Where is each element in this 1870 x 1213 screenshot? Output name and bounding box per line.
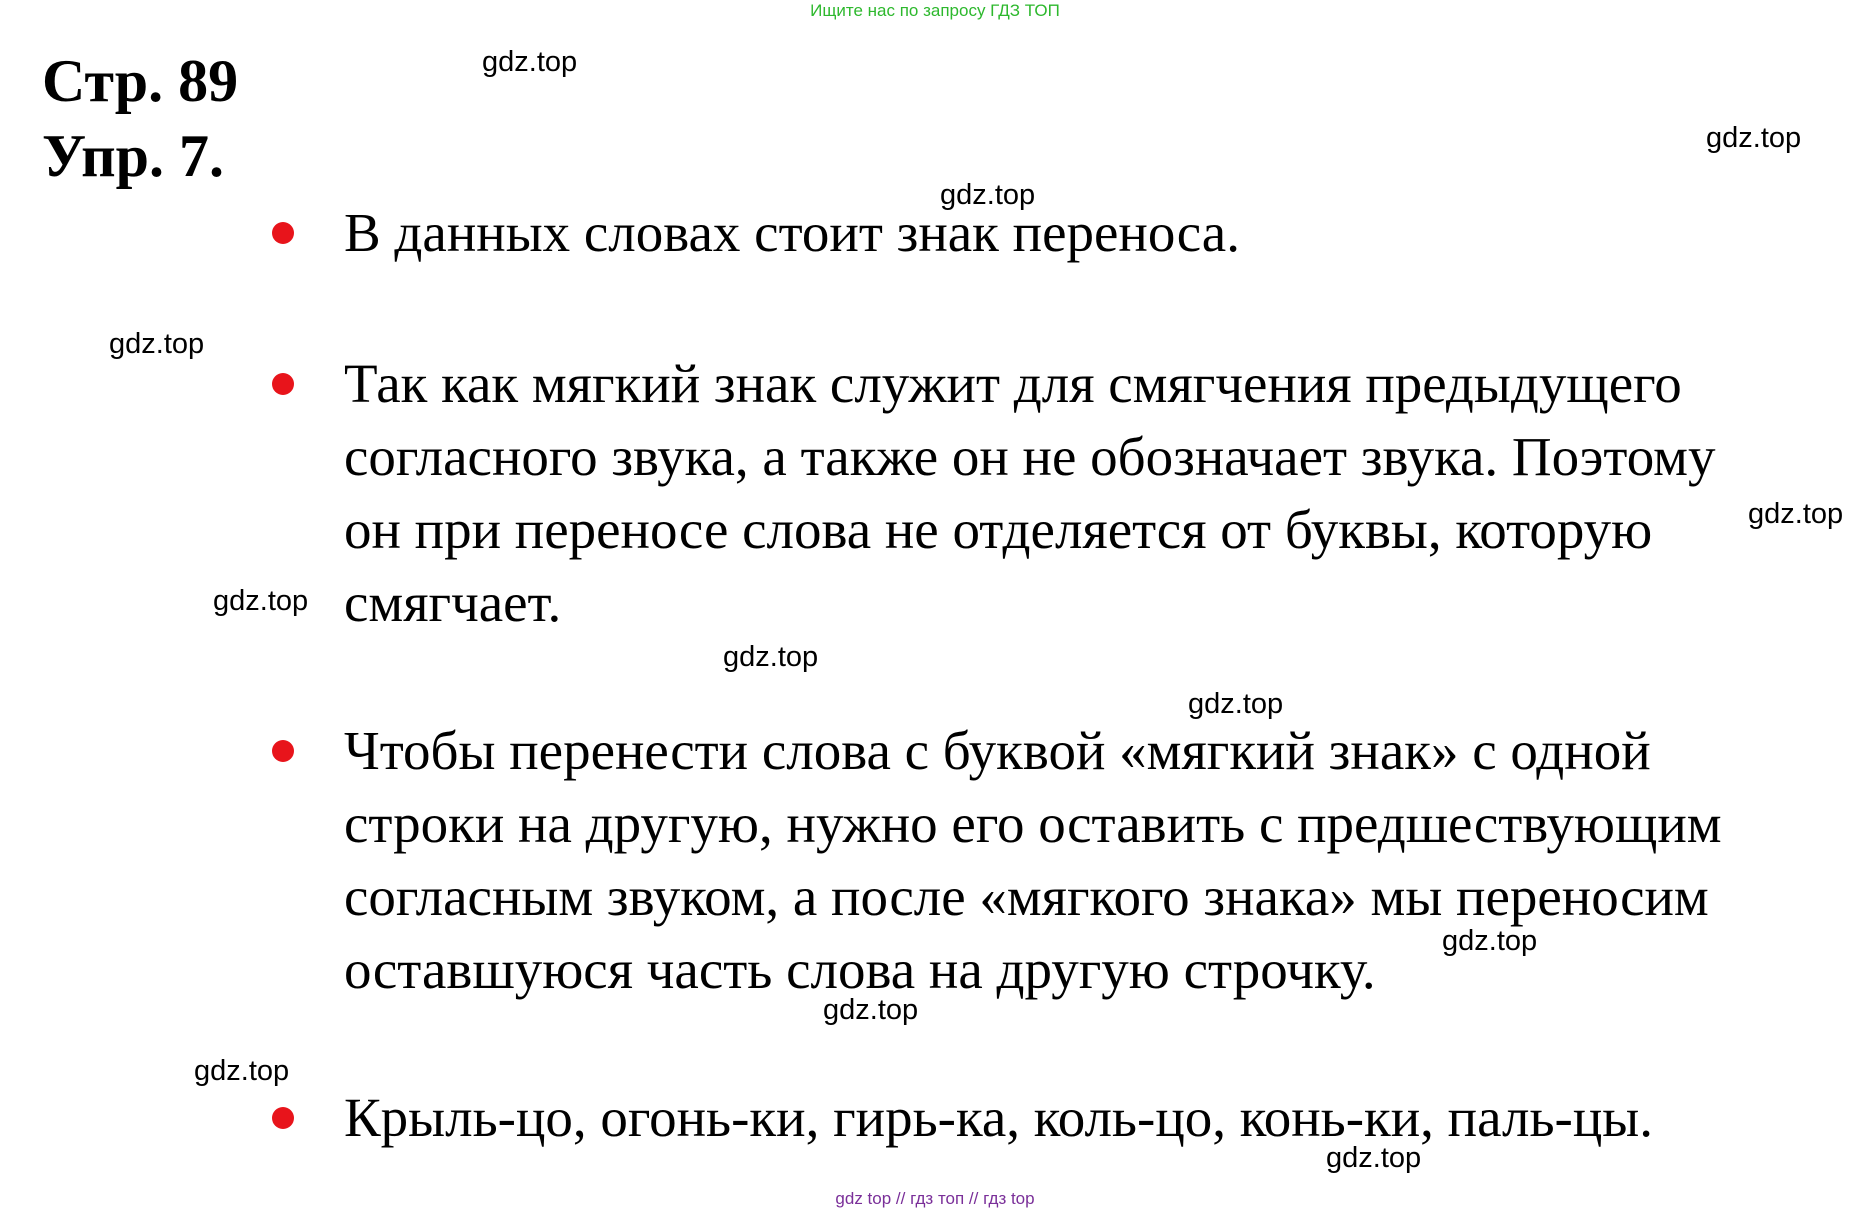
answer-line: В данных словах стоит знак переноса. (344, 202, 1240, 263)
answer-paragraph-1 (344, 196, 1824, 269)
exercise-number-heading: Упр. 7. (42, 123, 225, 189)
answer-line: оставшуюся часть слова на другую строчку. (344, 939, 1376, 1000)
watermark: gdz.top (1188, 688, 1284, 720)
watermark: gdz.top (194, 1055, 290, 1087)
top-banner: Ищите нас по запросу ГДЗ ТОП (810, 1, 1060, 20)
watermark: gdz.top (213, 585, 309, 617)
watermark: gdz.top (723, 641, 819, 673)
answer-line: согласным звуком, а после «мягкого знака» мы переносим (344, 866, 1709, 927)
bottom-banner: gdz top // гдз топ // гдз top (835, 1189, 1035, 1208)
answer-line: строки на другую, нужно его оставить с предшествующим (344, 793, 1722, 854)
watermark: gdz.top (1326, 1142, 1422, 1174)
watermark: gdz.top (823, 994, 919, 1026)
watermark: gdz.top (1706, 122, 1802, 154)
page-number-heading: Стр. 89 (42, 48, 239, 114)
answer-line: он при переносе слова не отделяется от буквы, которую (344, 499, 1653, 560)
answer-paragraph-2 (344, 347, 1824, 639)
answer-line: Так как мягкий знак служит для смягчения предыдущего (344, 353, 1682, 414)
answer-line: смягчает. (344, 572, 562, 633)
answer-line: Крыль-цо, огонь-ки, гирь-ка, коль-цо, конь-ки, паль-цы. (344, 1087, 1653, 1148)
bullet-3 (272, 740, 294, 762)
watermark: gdz.top (1442, 925, 1538, 957)
bullet-1 (272, 222, 294, 244)
watermark: gdz.top (940, 179, 1036, 211)
answer-paragraph-3 (344, 714, 1824, 1006)
watermark: gdz.top (482, 46, 578, 78)
answer-line: Чтобы перенести слова с буквой «мягкий знак» с одной (344, 720, 1651, 781)
bullet-4 (272, 1107, 294, 1129)
bullet-2 (272, 373, 294, 395)
watermark: gdz.top (109, 328, 205, 360)
watermark: gdz.top (1748, 498, 1844, 530)
answer-paragraph-4 (344, 1081, 1824, 1154)
answer-line: согласного звука, а также он не обозначает звука. Поэтому (344, 426, 1716, 487)
